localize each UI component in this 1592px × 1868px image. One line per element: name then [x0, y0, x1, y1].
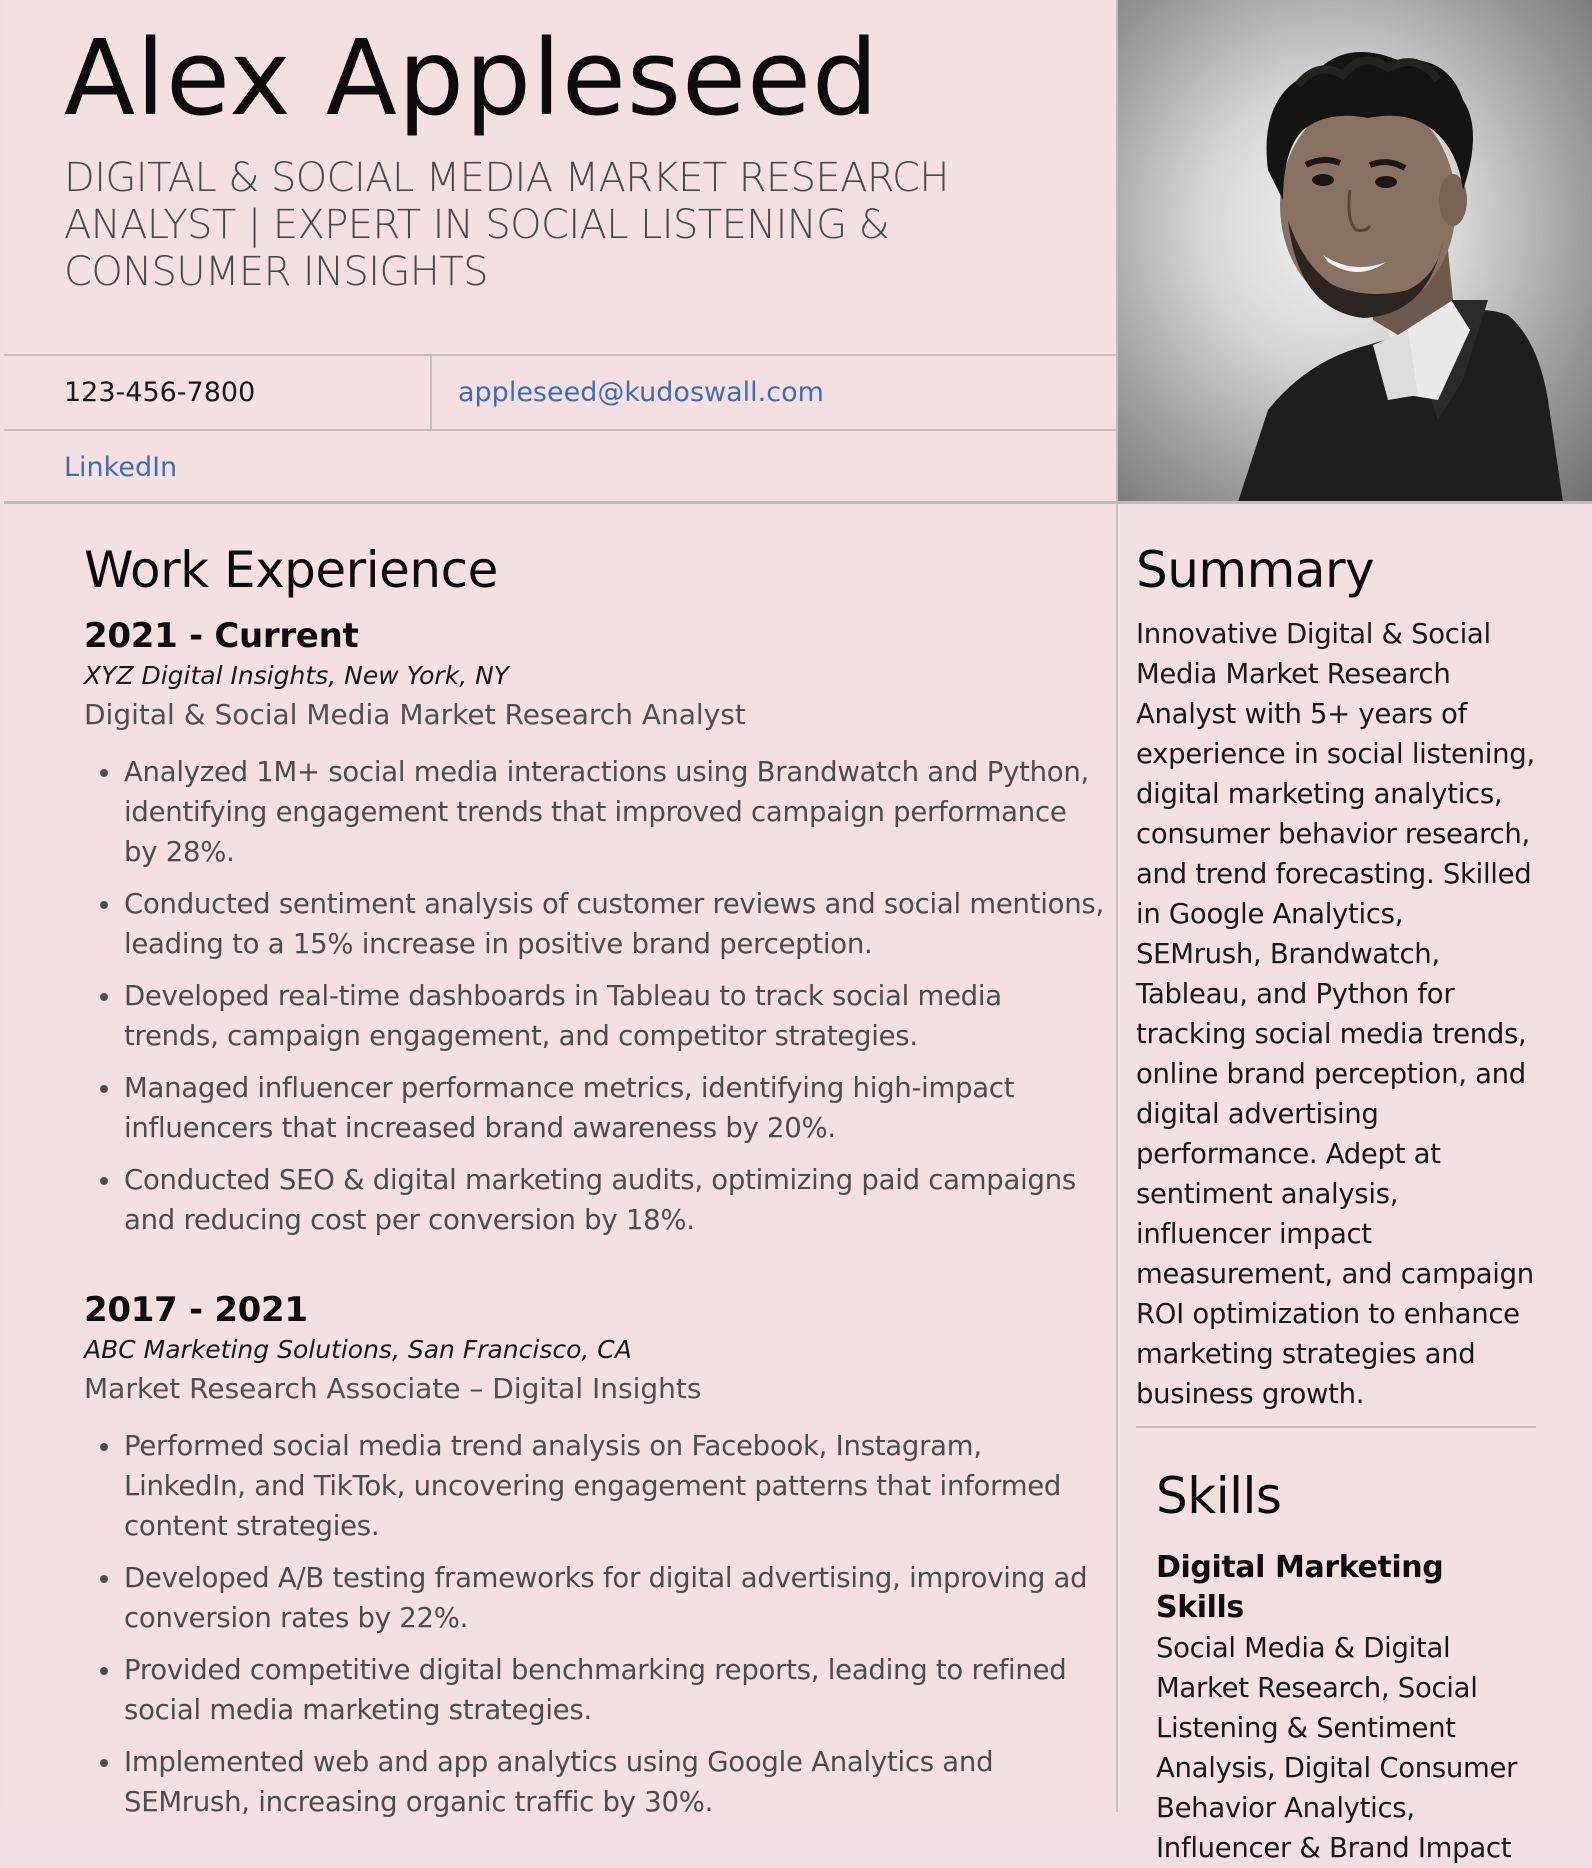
job-bullet: Implemented web and app analytics using Google Analytics and SEMrush, increasing organic traffic by 30%.: [84, 1742, 1104, 1822]
contact-info: [4, 354, 1116, 505]
job-title: Market Research Associate – Digital Insights: [84, 1372, 702, 1405]
job-bullet: Provided competitive digital benchmarking reports, leading to refined social media marketing strategies.: [84, 1650, 1104, 1730]
sidebar-divider: [1136, 1426, 1536, 1428]
sidebar: [1136, 540, 1536, 1868]
job-bullet: Conducted SEO & digital marketing audits, optimizing paid campaigns and reducing cost per conversion by 18%.: [84, 1160, 1104, 1240]
job-title: Digital & Social Media Market Research Analyst: [84, 698, 746, 731]
job-bullet: Analyzed 1M+ social media interactions using Brandwatch and Python, identifying engagement trends that improved campaign performance by 28%.: [84, 752, 1104, 872]
email-link[interactable]: appleseed@kudoswall.com: [458, 377, 824, 408]
contact-row: [4, 356, 1116, 431]
job-bullet-list: [84, 1426, 1104, 1822]
summary-text: Innovative Digital & Social Media Market Research Analyst with 5+ years of experience in social listening, digital marketing analytics, consumer behavior research, and trend forecasting. Skilled in Google Analytics, SEMrush, Brandwatch, Tableau, and Python for tracking social media trends, online brand perception, and digital advertising performance. Adept at sentiment analysis, influencer impact measurement, and campaign ROI optimization to enhance marketing strategies and business growth.: [1136, 618, 1535, 1410]
candidate-name: Alex Appleseed: [64, 17, 880, 139]
job-bullet-list: [84, 752, 1104, 1240]
skill-group-title: Digital Marketing Skills: [1156, 1550, 1444, 1625]
job-company: ABC Marketing Solutions, San Francisco, CA: [84, 1335, 632, 1364]
section-title-work-experience: Work Experience: [84, 541, 498, 599]
skills-section: [1136, 1466, 1536, 1868]
job-bullet: Developed A/B testing frameworks for digital advertising, improving ad conversion rates by 22%.: [84, 1558, 1104, 1638]
job-entry: [84, 1288, 1104, 1822]
linkedin-link[interactable]: LinkedIn: [64, 452, 178, 483]
job-company: XYZ Digital Insights, New York, NY: [84, 661, 510, 690]
contact-row: [4, 431, 1116, 504]
section-title-skills: Skills: [1156, 1467, 1282, 1525]
phone-number: 123-456-7800: [4, 356, 432, 429]
header-divider: [4, 501, 1592, 504]
job-dates: 2021 - Current: [84, 616, 359, 656]
job-dates: 2017 - 2021: [84, 1290, 308, 1330]
resume-header: [4, 0, 1118, 503]
job-bullet: Developed real-time dashboards in Tableau to track social media trends, campaign engagement, and competitor strategies.: [84, 976, 1104, 1056]
resume-page: [4, 0, 1592, 1864]
portrait-illustration: [1118, 0, 1592, 502]
job-bullet: Conducted sentiment analysis of customer reviews and social mentions, leading to a 15% increase in positive brand perception.: [84, 884, 1104, 964]
candidate-headline: DIGITAL & SOCIAL MEDIA MARKET RESEARCH ANALYST | EXPERT IN SOCIAL LISTENING & CONSUMER INSIGHTS: [64, 155, 949, 295]
profile-photo: [1118, 0, 1592, 502]
skill-group-text: Social Media & Digital Market Research, Social Listening & Sentiment Analysis, Digital Consumer Behavior Analytics, Influencer & Brand Impact: [1156, 1632, 1518, 1864]
column-divider: [1116, 504, 1118, 1812]
job-bullet: Managed influencer performance metrics, identifying high-impact influencers that increased brand awareness by 20%.: [84, 1068, 1104, 1148]
work-experience-section: [84, 540, 1104, 1834]
job-bullet: Performed social media trend analysis on Facebook, Instagram, LinkedIn, and TikTok, uncovering engagement patterns that informed content strategies.: [84, 1426, 1104, 1546]
job-entry: [84, 614, 1104, 1240]
section-title-summary: Summary: [1136, 541, 1375, 599]
